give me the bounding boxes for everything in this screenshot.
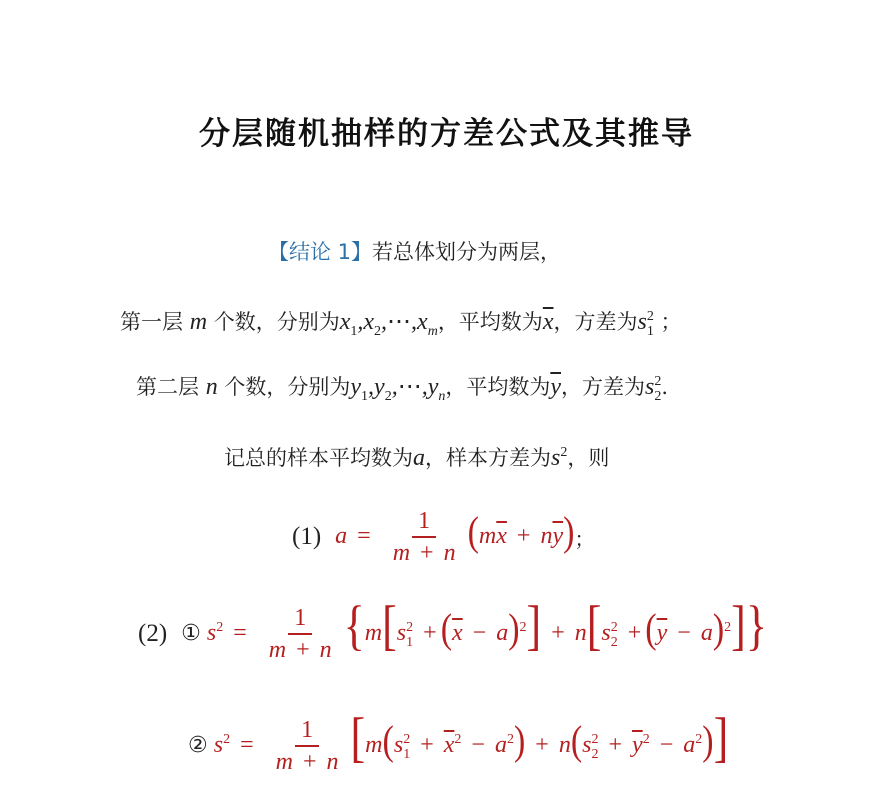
layer2-mean: $\overline{y}$ <box>550 374 561 400</box>
summary-end: ，则 <box>567 446 610 470</box>
layer1-seq: $x_1,x_2,\cdots,x_m$ <box>339 309 438 339</box>
layer2-mid1: 个数，分别为 <box>224 375 351 399</box>
conclusion-text: 若总体划分为两层， <box>372 240 562 264</box>
conclusion-lead: 【结论 1】 <box>268 240 373 264</box>
layer1-variance: $s^2_1$ <box>637 309 654 339</box>
layer2-seq: $y_1,y_2,\cdots,y_n$ <box>350 374 446 404</box>
layer2-line <box>136 371 668 405</box>
page-title: 分层随机抽样的方差公式及其推导 <box>199 116 694 152</box>
layer1-mid2: ，平均数为 <box>437 310 543 334</box>
layer2-variance: $s^2_2$ <box>645 374 662 404</box>
summary-mid: ，样本方差为 <box>425 446 551 470</box>
layer2-mid2: ，平均数为 <box>445 375 551 399</box>
layer1-mean: $\overline{x}$ <box>542 309 554 335</box>
formula-2a-body: $s^2$ = $\frac{1}{m + n}$ $\{m[s^2_1 + (\overline{x} - a)^2] + n[s^2_2 + (\overline{y} - a)^2]\}$ <box>206 594 767 664</box>
summary-a: a <box>413 445 425 471</box>
formula-2b-body: $s^2$ = $\frac{1}{m + n}$ $[m(s^2_1 + \overline{x}^2 - a^2) + n(s^2_2 + \overline{y}^2 - a^2)]$ <box>213 706 729 776</box>
formula-1-label: (1) <box>292 523 322 551</box>
layer2-mid3: ，方差为 <box>561 375 645 399</box>
layer1-prefix: 第一层 <box>120 310 183 334</box>
layer1-mid3: ，方差为 <box>553 310 638 334</box>
layer1-end: ； <box>660 310 682 334</box>
formula-1-tail: ； <box>574 526 595 551</box>
formula-2b-marker: ② <box>188 733 208 759</box>
summary-prefix: 记总的样本平均数为 <box>224 446 413 470</box>
formula-2a <box>138 594 767 664</box>
layer2-count-var: n <box>205 374 218 400</box>
formula-2a-marker: ① <box>181 621 201 647</box>
formula-2-label: (2) <box>138 619 168 647</box>
layer1-count-var: m <box>189 309 208 335</box>
layer1-mid1: 个数，分别为 <box>213 310 340 334</box>
layer2-end: . <box>661 375 669 399</box>
layer2-prefix: 第二层 <box>136 375 199 399</box>
summary-line <box>224 442 609 472</box>
layer1-line <box>120 306 682 340</box>
formula-2b <box>188 706 729 776</box>
formula-1-body: a = $\frac{1}{m + n}$ $(m\overline{x} + n\overline{y})$ <box>335 508 575 567</box>
summary-s: $s^2$ <box>551 445 568 471</box>
conclusion-line <box>268 236 561 266</box>
formula-1 <box>292 508 594 567</box>
